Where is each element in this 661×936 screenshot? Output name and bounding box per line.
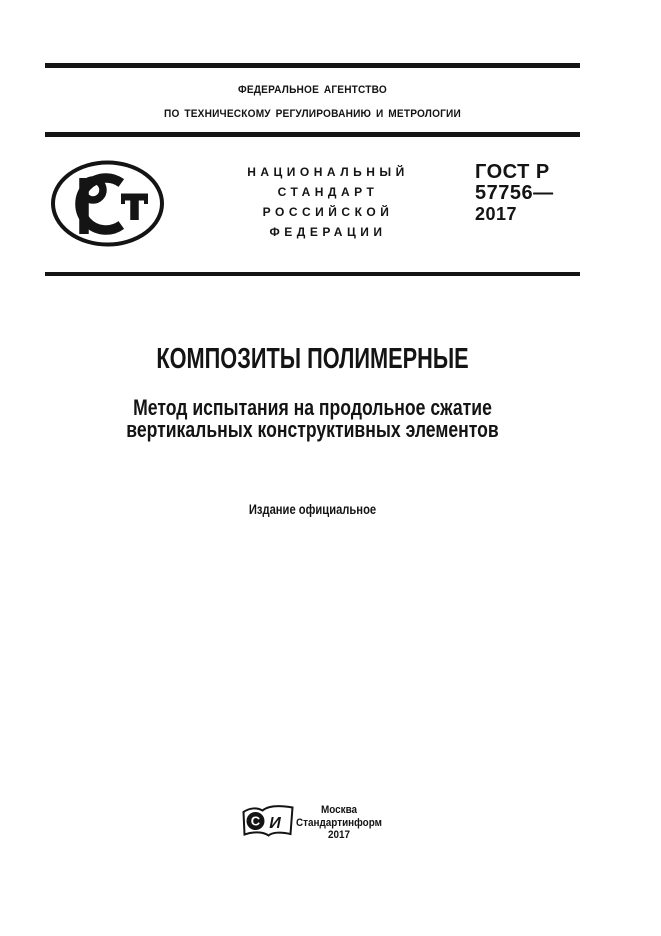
top-rule [45,63,580,68]
rosstandart-rst-logo-icon [50,160,165,247]
header-bottom-rule [45,132,580,137]
document-subtitle [99,397,527,441]
agency-name-line1: ФЕДЕРАЛЬНОЕ АГЕНТСТВО [238,84,387,96]
imprint-publisher: Стандартинформ [296,816,382,829]
standard-type-line: РОССИЙСКОЙ [262,205,394,219]
standard-type-label [168,162,488,242]
svg-text:И: И [269,815,281,832]
standard-type-line: ФЕДЕРАЦИИ [269,225,387,239]
designation-bottom-rule [45,272,580,276]
svg-text:С: С [250,813,261,829]
imprint-block [267,804,411,842]
standard-code-year: 2017 [475,204,518,224]
document-subtitle-line2: вертикальных конструктивных элементов [126,417,499,442]
imprint-city: Москва [320,804,358,816]
standard-type-line: НАЦИОНАЛЬНЫЙ [247,165,409,179]
standard-code-prefix: ГОСТ Р [475,161,550,183]
standard-type-line: СТАНДАРТ [277,185,379,199]
imprint-year: 2017 [327,829,351,841]
standard-code-number: 57756— [475,182,554,204]
standard-code [475,162,554,225]
agency-name-line2: ПО ТЕХНИЧЕСКОМУ РЕГУЛИРОВАНИЮ И МЕТРОЛОГИИ [164,108,461,120]
document-subtitle-line1: Метод испытания на продольное сжатие [133,395,492,420]
edition-note: Издание официальное [248,501,377,517]
document-title: КОМПОЗИТЫ ПОЛИМЕРНЫЕ [156,343,469,375]
